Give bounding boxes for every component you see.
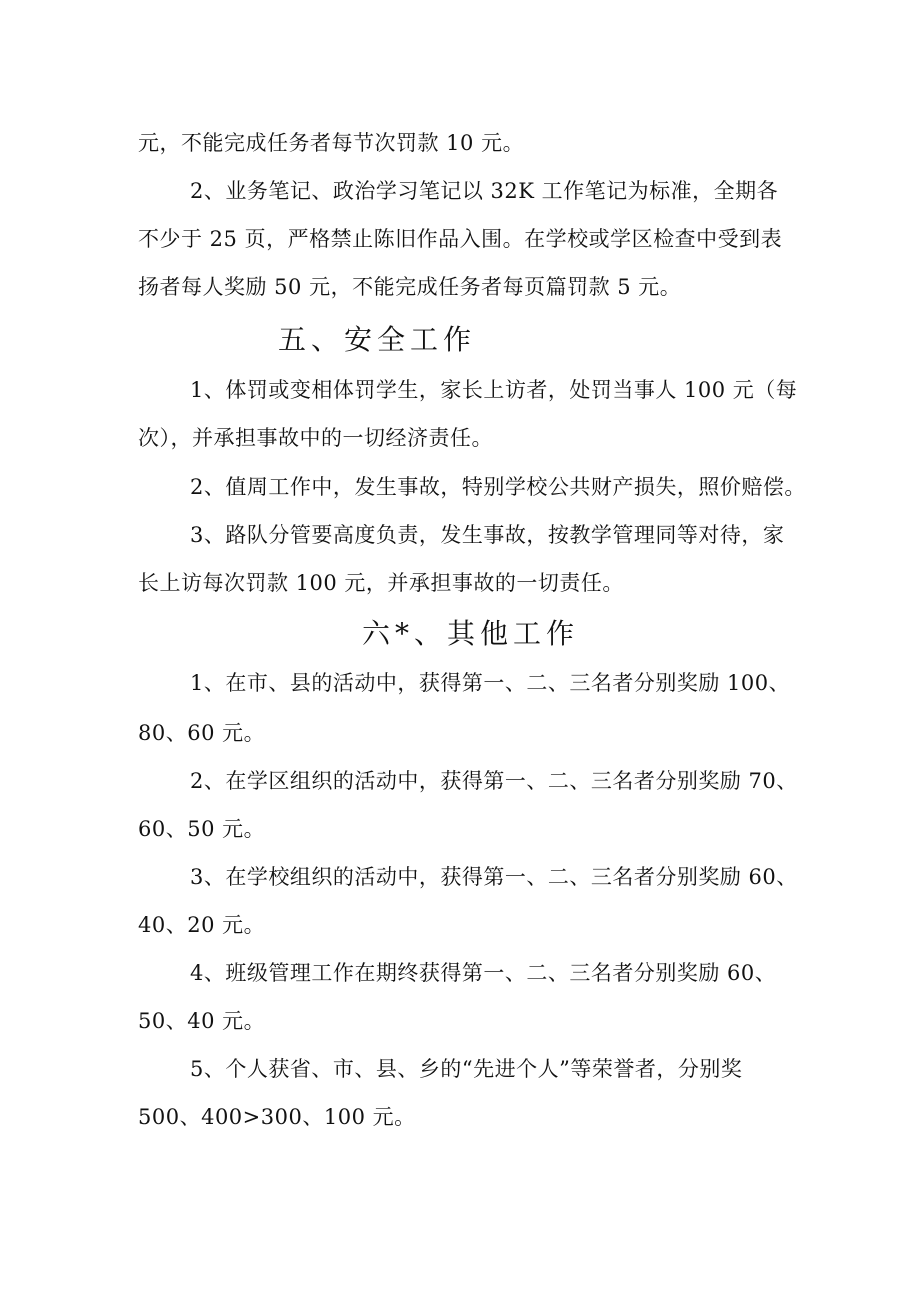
notes-item-line2: 不少于 25 页，严格禁止陈旧作品入围。在学校或学区检查中受到表 [138,227,783,251]
notes-item-line3: 扬者每人奖励 50 元，不能完成任务者每页篇罚款 5 元。 [138,275,682,299]
section5-item3-line1: 3、路队分管要高度负责，发生事故，按教学管理同等对待，家 [190,523,785,547]
section6-item3-line1: 3、在学校组织的活动中，获得第一、二、三名者分别奖励 60、 [190,865,798,889]
section6-item2-line1: 2、在学区组织的活动中，获得第一、二、三名者分别奖励 70、 [190,769,798,793]
section6-item4-line1: 4、班级管理工作在期终获得第一、二、三名者分别奖励 60、 [190,961,777,985]
section5-item3-line2: 长上访每次罚款 100 元，并承担事故的一切责任。 [138,571,624,595]
section6-item1-line1: 1、在市、县的活动中，获得第一、二、三名者分别奖励 100、 [190,671,791,695]
notes-item-line1: 2、业务笔记、政治学习笔记以 32K 工作笔记为标准，全期各 [190,179,779,203]
intro-line: 元，不能完成任务者每节次罚款 10 元。 [138,131,525,155]
section6-item5-line2: 500、400>300、100 元。 [138,1105,416,1129]
section6-item3-line2: 40、20 元。 [138,913,266,937]
section5-item1-line2: 次），并承担事故中的一切经济责任。 [138,426,493,450]
section6-title: 六*、其他工作 [362,617,580,650]
section6-item5-line1: 5、个人获省、市、县、乡的“先进个人”等荣誉者，分别奖 [190,1057,743,1081]
section6-item1-line2: 80、60 元。 [138,721,266,745]
section6-item4-line2: 50、40 元。 [138,1009,266,1033]
section5-title: 五、安全工作 [278,323,477,356]
section5-item2-line1: 2、值周工作中，发生事故，特别学校公共财产损失，照价赔偿。 [190,475,806,499]
section6-item2-line2: 60、50 元。 [138,817,266,841]
section5-item1-line1: 1、体罚或变相体罚学生，家长上访者，处罚当事人 100 元（每 [190,378,798,402]
